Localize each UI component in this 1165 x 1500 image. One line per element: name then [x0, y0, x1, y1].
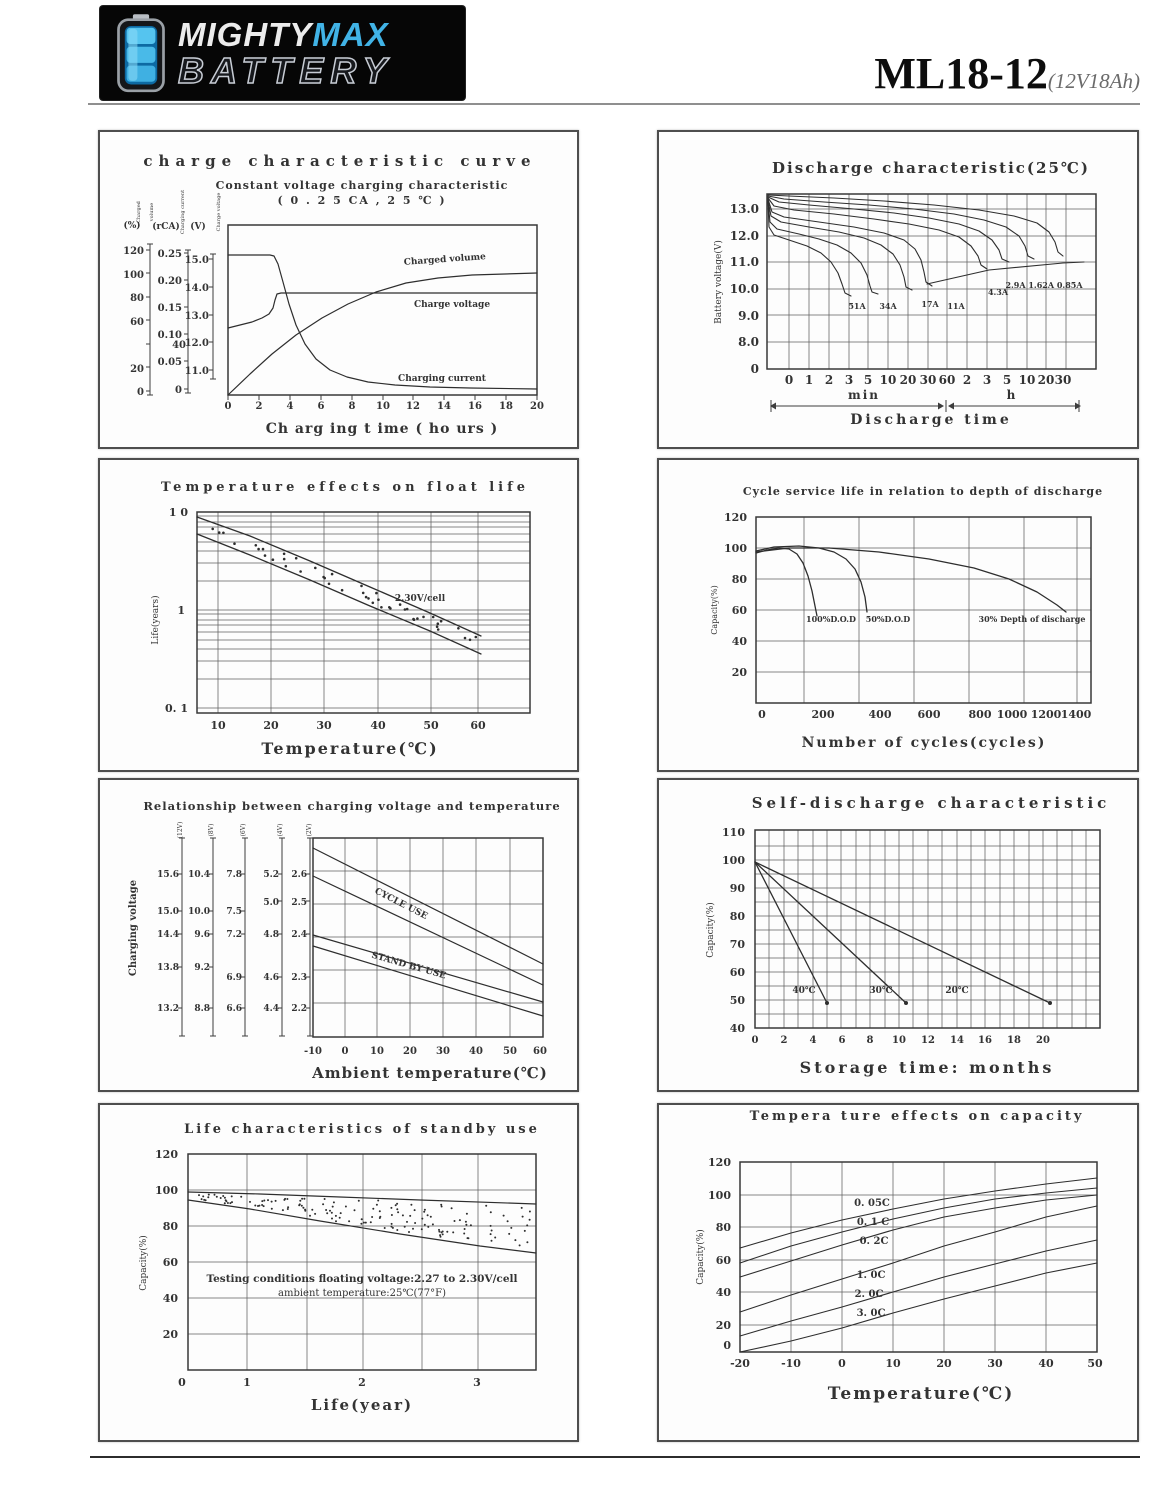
chart-text: 2.3 — [291, 973, 307, 983]
chart-curve — [756, 548, 1066, 612]
float-life-chart — [100, 460, 577, 770]
chart-text: (4V) — [277, 823, 284, 837]
x-axis-label: Number of cycles(cycles) — [801, 735, 1047, 751]
chart-text: 18 — [499, 401, 513, 412]
x-axis-label: Ch arg ing t ime ( ho urs ) — [265, 421, 499, 437]
chart-text: 12.0 — [729, 229, 759, 243]
mightymax-logo — [100, 6, 465, 100]
curve-label: 0. 2C — [859, 1236, 889, 1247]
chart-text: 60 — [938, 373, 956, 387]
chart-text: 2 — [824, 373, 834, 387]
chart-text: 1 — [243, 1376, 251, 1389]
chart-text: 20 — [130, 364, 144, 375]
curve-label: 30% Depth of discharge — [978, 614, 1086, 624]
model-title-block — [760, 48, 1140, 99]
chart-text: 8 — [348, 401, 356, 412]
panel-charging-voltage-temperature — [98, 778, 579, 1092]
chart-text: 0.10 — [157, 330, 182, 341]
curve-label: 34A — [879, 301, 897, 311]
chart-curve — [768, 201, 878, 294]
chart-text: 6.9 — [226, 973, 242, 983]
chart-text: (12V) — [177, 821, 184, 839]
chart-text: 8 — [866, 1035, 874, 1046]
chart-text: 80 — [729, 910, 745, 923]
y-axis-label: Battery voltage(V) — [714, 240, 724, 324]
chart-text: 10 — [370, 1046, 384, 1057]
chart-text: 40 — [172, 340, 186, 351]
chart-text: 600 — [917, 708, 941, 721]
chart-text: 0 — [341, 1046, 349, 1057]
curve-label: 4.3A — [987, 287, 1009, 297]
chart-text: 10.4 — [188, 870, 210, 880]
curve-label: 2. 0C — [854, 1289, 884, 1300]
chart-text: 10 — [892, 1035, 906, 1046]
x-axis-label: Temperature(℃) — [827, 1384, 1015, 1404]
curve-label: 0. 05C — [854, 1198, 890, 1209]
chart-curve — [755, 862, 1050, 1003]
chart-text: 0 — [723, 1339, 731, 1352]
chart-text: 2.6 — [291, 870, 307, 880]
panel-discharge-characteristic — [657, 130, 1139, 449]
chart-text: Charge voltage — [216, 192, 222, 232]
chart-text: 2 — [962, 373, 972, 387]
chart-text: 0.15 — [157, 303, 182, 314]
chart-text: 9.0 — [738, 309, 759, 323]
chart-text: 0 — [838, 1357, 846, 1370]
chart-curve — [188, 1192, 536, 1204]
chart-text: 50 — [503, 1046, 517, 1057]
chart-text: (rCA) — [152, 222, 180, 232]
chart-text: 3 — [473, 1376, 481, 1389]
chart-text: h — [1006, 388, 1016, 402]
logo-text-battery: BATTERY — [178, 49, 394, 91]
chart-text: 20 — [899, 373, 917, 387]
chart-title: Self-discharge characteristic — [751, 794, 1111, 812]
chart-text: -20 — [730, 1357, 750, 1370]
chart-text: 0 — [178, 1376, 186, 1389]
chart-curve — [313, 946, 543, 1016]
chart-text: 20 — [1036, 1035, 1050, 1046]
chart-text: 12 — [406, 401, 420, 412]
logo-text — [178, 15, 394, 91]
chart-text: 100 — [708, 1189, 731, 1202]
chart-curve — [197, 517, 481, 636]
chart-text: 12.0 — [184, 338, 209, 349]
chart-text: 8.0 — [738, 335, 759, 349]
chart-text: 16 — [468, 401, 482, 412]
chart-text: 10 — [1018, 373, 1036, 387]
chart-text: 1200 — [1030, 708, 1062, 721]
chart-text: volume — [149, 202, 155, 222]
chart-text: 20 — [162, 1328, 178, 1341]
panel-temperature-capacity — [657, 1103, 1139, 1442]
chart-text: 200 — [811, 708, 835, 721]
chart-text: 60 — [162, 1256, 178, 1269]
chart-text: 120 — [123, 246, 144, 257]
chart-text: 60 — [715, 1254, 731, 1267]
chart-text: 13.0 — [729, 202, 759, 216]
chart-text: 7.8 — [226, 870, 242, 880]
chart-curve — [740, 1195, 1097, 1277]
chart-curve — [768, 199, 932, 286]
chart-curve — [768, 196, 1034, 259]
chart-text: 10.0 — [188, 907, 210, 917]
chart-text: 400 — [868, 708, 892, 721]
chart-text: 4 — [286, 401, 294, 412]
chart-title: Tempera ture effects on capacity — [749, 1109, 1085, 1124]
chart-text: 2.2 — [291, 1004, 307, 1014]
chart-text: 120 — [155, 1148, 178, 1161]
chart-text: 30 — [919, 373, 937, 387]
chart-text: 0.05 — [157, 357, 182, 368]
charge-characteristic-chart — [100, 132, 577, 447]
cycle-service-life-chart — [659, 460, 1137, 770]
chart-text: 20 — [263, 719, 279, 732]
chart-text: min — [848, 388, 880, 402]
x-axis-label: Temperature(℃) — [261, 739, 439, 758]
chart-text: 70 — [729, 938, 745, 951]
y-axis-label: Capacity(%) — [706, 902, 716, 958]
chart-text: 10 — [210, 719, 226, 732]
standby-life-chart — [100, 1105, 577, 1440]
chart-text: 1 — [804, 373, 814, 387]
curve-label: 20℃ — [945, 986, 969, 996]
curve-label: Charged volume — [403, 252, 487, 268]
chart-text: 40 — [162, 1292, 178, 1305]
conditions-text: Testing conditions floating voltage:2.27 to 2.30V/cell — [206, 1273, 518, 1285]
chart-text: 30 — [316, 719, 332, 732]
self-discharge-chart — [659, 780, 1137, 1090]
chart-text: 4.8 — [263, 930, 279, 940]
chart-curve — [228, 273, 537, 395]
chart-text: 5 — [1002, 373, 1012, 387]
curve-label: CYCLE USE — [372, 886, 430, 922]
chart-text: 100 — [724, 542, 747, 555]
chart-text: 80 — [130, 293, 144, 304]
chart-text: 40 — [715, 1286, 731, 1299]
chart-text: 15.0 — [184, 255, 209, 266]
chart-text: 90 — [729, 882, 745, 895]
chart-text: 3 — [844, 373, 854, 387]
panel-standby-life — [98, 1103, 579, 1442]
chart-text: 80 — [731, 573, 747, 586]
chart-text: 20 — [530, 401, 544, 412]
chart-text: 1 0 — [168, 506, 188, 519]
chart-text: 100 — [123, 270, 144, 281]
curve-label: 100%D.O.D — [806, 614, 856, 624]
chart-text: 800 — [968, 708, 992, 721]
curve-label: 51A — [848, 301, 866, 311]
chart-text: 20 — [936, 1357, 952, 1370]
chart-text: 120 — [724, 511, 747, 524]
discharge-characteristic-chart — [659, 132, 1137, 447]
chart-curve — [740, 1206, 1097, 1312]
panel-float-life — [98, 458, 579, 772]
chart-text: (2V) — [306, 823, 313, 837]
chart-text: 40 — [729, 1022, 745, 1035]
chart-text: 9.2 — [194, 963, 210, 973]
chart-text: 50 — [1087, 1357, 1103, 1370]
chart-text: 18 — [1007, 1035, 1021, 1046]
chart-text: 11.0 — [729, 255, 759, 269]
chart-curve — [228, 255, 537, 389]
chart-text: -10 — [781, 1357, 801, 1370]
chart-curve — [740, 1263, 1097, 1352]
chart-text: 16 — [978, 1035, 992, 1046]
chart-text: 4 — [809, 1035, 817, 1046]
chart-curve — [755, 862, 827, 1003]
chart-text: 5.2 — [263, 870, 279, 880]
chart-text: 30 — [436, 1046, 450, 1057]
chart-text: 4.4 — [263, 1004, 279, 1014]
chart-text: 9.6 — [194, 930, 210, 940]
chart-text: 1400 — [1060, 708, 1092, 721]
chart-curve — [188, 1200, 536, 1253]
chart-text: 50 — [423, 719, 439, 732]
temperature-capacity-chart — [659, 1105, 1137, 1440]
chart-text: 40 — [370, 719, 386, 732]
x-axis-label: Ambient temperature(℃) — [312, 1064, 548, 1082]
chart-text: 6.6 — [226, 1004, 242, 1014]
chart-curve — [228, 293, 537, 328]
x-axis-label: Storage time: months — [799, 1058, 1055, 1077]
curve-label: 2.9A 1.62A 0.85A — [1005, 280, 1083, 290]
y-axis-label: Capacity(%) — [139, 1235, 149, 1291]
chart-text: 0 — [750, 362, 759, 376]
chart-text: 20 — [715, 1319, 731, 1332]
chart-text: 10.0 — [729, 282, 759, 296]
chart-text: 0 — [758, 708, 766, 721]
chart-text: 11.0 — [184, 366, 209, 377]
chart-text: 120 — [708, 1156, 731, 1169]
chart-text: (V) — [190, 222, 206, 232]
chart-text: 13.0 — [184, 311, 209, 322]
chart-text: 1000 — [996, 708, 1028, 721]
chart-text: 6 — [838, 1035, 846, 1046]
chart-text: 5 — [863, 373, 873, 387]
curve-label: Charging current — [398, 374, 486, 384]
chart-text: 5.0 — [263, 898, 279, 908]
chart-text: 60 — [729, 966, 745, 979]
chart-text: 40 — [1038, 1357, 1054, 1370]
panel-cycle-service-life — [657, 458, 1139, 772]
chart-text: 0 — [784, 373, 794, 387]
chart-text: 14 — [950, 1035, 964, 1046]
chart-title: Cycle service life in relation to depth of discharge — [742, 485, 1104, 498]
curve-label: 17A — [921, 299, 939, 309]
chart-text: 2 — [255, 401, 263, 412]
chart-text: 80 — [162, 1220, 178, 1233]
y-axis-label: Life(years) — [151, 595, 161, 645]
chart-text: 14.0 — [184, 283, 209, 294]
chart-text: 4.6 — [263, 973, 279, 983]
chart-text: 50 — [729, 994, 745, 1007]
chart-text: 15.6 — [157, 870, 179, 880]
curve-label: 1. 0C — [856, 1270, 886, 1281]
chart-text: (6V) — [240, 823, 247, 837]
model-spec: (12V18Ah) — [1047, 69, 1140, 93]
curve-label: STAND BY USE — [370, 950, 447, 982]
chart-text: Charging current — [180, 189, 186, 235]
chart-text: 0 — [175, 385, 182, 396]
charging-voltage-temperature-chart — [100, 780, 577, 1090]
chart-text: (8V) — [208, 823, 215, 837]
battery-icon — [114, 13, 168, 93]
chart-text: 2.4 — [291, 930, 307, 940]
chart-curve — [756, 548, 817, 616]
conditions-text: ambient temperature:25℃(77°F) — [278, 1288, 446, 1299]
chart-text: 12 — [921, 1035, 935, 1046]
curve-label: Charge voltage — [413, 300, 491, 310]
chart-title: Life characteristics of standby use — [184, 1122, 540, 1137]
chart-text: 10 — [885, 1357, 901, 1370]
chart-text: 30 — [987, 1357, 1003, 1370]
x-axis-label: Discharge time — [850, 412, 1012, 428]
chart-text: 2 — [358, 1376, 366, 1389]
chart-text: 30 — [1054, 373, 1072, 387]
footer-divider — [90, 1456, 1140, 1458]
chart-text: 3 — [982, 373, 992, 387]
curve-label: 30℃ — [869, 986, 893, 996]
chart-text: 0.20 — [157, 276, 182, 287]
y-axis-label: Capacity(%) — [696, 1229, 706, 1285]
chart-text: 10 — [376, 401, 390, 412]
chart-text: 20 — [731, 666, 747, 679]
chart-text: 60 — [731, 604, 747, 617]
chart-text: 2.5 — [291, 898, 307, 908]
chart-text: Charged — [136, 201, 142, 223]
chart-text: 13.8 — [157, 963, 179, 973]
chart-text: 0 — [751, 1035, 759, 1046]
chart-text: 60 — [470, 719, 486, 732]
header-divider — [88, 103, 1140, 105]
chart-text: 60 — [533, 1046, 547, 1057]
chart-title: charge characteristic curve — [143, 152, 537, 170]
chart-text: 100 — [722, 854, 745, 867]
chart-text: 20 — [403, 1046, 417, 1057]
chart-text: 1 — [177, 604, 185, 617]
chart-curve — [768, 200, 912, 290]
chart-text: 100 — [155, 1184, 178, 1197]
chart-text: 2 — [780, 1035, 788, 1046]
chart-text: 14.4 — [157, 930, 179, 940]
curve-label: 40℃ — [792, 986, 816, 996]
y-axis-label: Capacity(%) — [710, 585, 719, 635]
x-axis-label: Life(year) — [310, 1396, 414, 1414]
chart-text: 60 — [130, 317, 144, 328]
curve-label: 50%D.O.D — [865, 614, 911, 624]
chart-text: (%) — [123, 221, 141, 231]
chart-text: 14 — [437, 401, 451, 412]
chart-text: -10 — [303, 1046, 323, 1057]
curve-label: 0. 1 C — [856, 1217, 890, 1228]
chart-text: 40 — [469, 1046, 483, 1057]
panel-charge-characteristic — [98, 130, 579, 449]
chart-title: Relationship between charging voltage and temperature — [143, 799, 561, 813]
chart-curve — [755, 862, 906, 1003]
chart-curve — [313, 848, 543, 964]
chart-subtitle: Constant voltage charging characteristic — [215, 179, 509, 192]
chart-text: 13.2 — [157, 1004, 179, 1014]
curve-label: 2.30V/cell — [394, 594, 446, 604]
chart-text: 8.8 — [194, 1004, 210, 1014]
logo-text-mighty: MIGHTY — [178, 15, 313, 53]
chart-text: 10 — [879, 373, 897, 387]
chart-title: Temperature effects on float life — [161, 480, 529, 495]
chart-text: 7.5 — [226, 907, 242, 917]
chart-text: 20 — [1037, 373, 1055, 387]
model-number: ML18-12 — [874, 49, 1048, 98]
panel-self-discharge — [657, 778, 1139, 1092]
logo-text-max: MAX — [312, 15, 389, 53]
chart-text: 0 — [224, 401, 232, 412]
chart-text: 6 — [317, 401, 325, 412]
chart-text: 80 — [715, 1221, 731, 1234]
chart-text: 0.25 — [157, 249, 182, 260]
chart-text: 0 — [137, 387, 144, 398]
y-axis-label: Charging voltage — [128, 879, 139, 977]
chart-text: 0. 1 — [165, 702, 188, 715]
chart-title: Discharge characteristic(25℃) — [772, 159, 1090, 177]
chart-text: 15.0 — [157, 907, 179, 917]
chart-text: 7.2 — [226, 930, 242, 940]
curve-label: 3. 0C — [856, 1308, 886, 1319]
chart-subtitle: ( 0 . 2 5 CA , 2 5 ℃ ) — [277, 194, 447, 207]
chart-text: 110 — [722, 826, 745, 839]
curve-label: 11A — [947, 301, 965, 311]
chart-text: 40 — [731, 635, 747, 648]
